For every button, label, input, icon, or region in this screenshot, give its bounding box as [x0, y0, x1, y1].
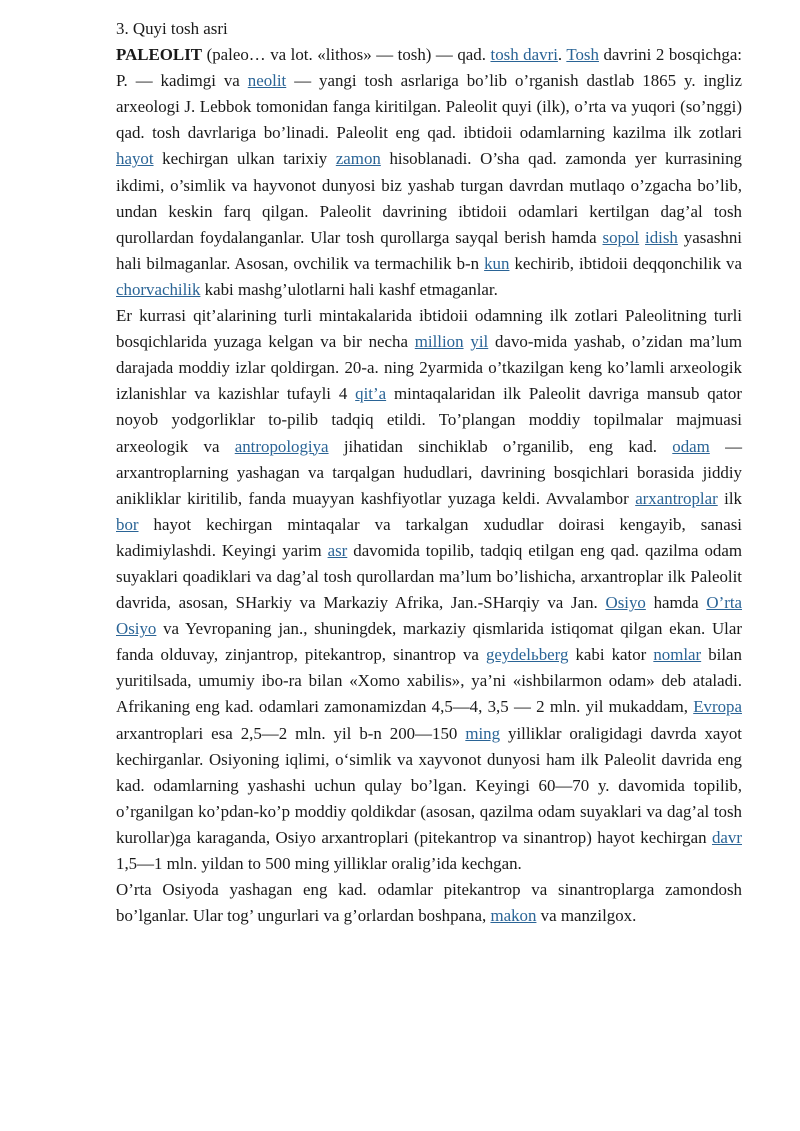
- hyperlink-makon[interactable]: makon: [490, 906, 537, 926]
- text-run: bilan yuritilsada, umumiy ibo-ra bilan «Xomo xabilis», ya’ni «ishbilarmon odam» deb ataladi. Afrikaning eng kad. odamlari zamonamizdan 4,5—4, 3,5 — 2 mln. yil mukaddam,: [116, 645, 742, 717]
- hyperlink-evropa[interactable]: Evropa: [693, 697, 742, 717]
- text-run: va manzilgox.: [536, 906, 637, 926]
- document-page: [116, 16, 742, 929]
- hyperlink-davr[interactable]: davr: [711, 827, 742, 847]
- paragraph-3: [116, 877, 742, 929]
- text-run: — yangi tosh asrlariga bo’lib o’rganish dastlab 1865 y. ingliz arxeologi J. Lebbok tomonidan fanga kiritilgan. Paleolit quyi (ilk), o’rta va yuqori (so’nggi) qad. tosh davrlariga bo’linadi. Paleolit eng qad. ibtidoii odamlarning kazilma ilk zotlari: [116, 71, 742, 143]
- text-run: (paleo… va lot. «lithos» — tosh) — qad.: [202, 45, 491, 65]
- hyperlink-odam[interactable]: odam: [672, 436, 710, 456]
- text-run: .: [557, 45, 567, 65]
- hyperlink-chorvachilik[interactable]: chorvachilik: [116, 279, 201, 299]
- section-heading: 3. Quyi tosh asri: [116, 19, 228, 38]
- hyperlink-qit-a[interactable]: qit’a: [355, 384, 387, 404]
- text-run: hisoblanadi. O’sha qad. zamonda yer kurrasining ikdimi, o’simlik va hayvonot dunyosi biz yashab turgan davrdan mutlaqo o’zgacha bo’lib, undan keskin farq qilgan. Paleolit davrining ibtidoii odamlari kertilgan dag’al tosh qurollardan foydalanganlar. Ular tosh qurollarga sayqal berish hamda: [116, 149, 742, 247]
- text-run: ilk: [717, 488, 742, 508]
- text-run: hamda: [645, 593, 707, 613]
- text-run: kabi mashg’ulotlarni hali kashf etmaganlar.: [200, 279, 498, 299]
- hyperlink-zamon[interactable]: zamon: [335, 149, 381, 169]
- text-run: hayot kechirgan mintaqalar va tarkalgan xududlar doirasi kengayib, sanasi kadimiylashdi. Keyingi yarim: [116, 514, 742, 560]
- text-run: kabi kator: [568, 645, 654, 665]
- hyperlink-sopol[interactable]: sopol: [602, 227, 640, 247]
- hyperlink-tosh[interactable]: Tosh: [566, 45, 599, 65]
- text-run: Er kurrasi qit’alarining turli mintakalarida ibtidoii odamning ilk zotlari Paleolitning turli bosqichlarida yuzaga kelgan va bir necha: [116, 306, 742, 352]
- text-run: kechirib, ibtidoii deqqonchilik va: [509, 253, 742, 273]
- hyperlink-arxantroplar[interactable]: arxantroplar: [635, 488, 718, 508]
- text-run: 1,5—1 mln. yildan to 500 ming yilliklar oralig’ida kechgan.: [116, 854, 522, 873]
- hyperlink-antropologiya[interactable]: antropologiya: [234, 436, 329, 456]
- hyperlink-nomlar[interactable]: nomlar: [653, 645, 702, 665]
- text-run: va Yevropaning jan., shuningdek, markaziy qismlarida istiqomat qilgan ekan. Ular fanda olduvay, zinjantrop, pitekantrop, sinantrop va: [116, 619, 742, 665]
- text-run: arxantroplari esa 2,5—2 mln. yil b-n 200—150: [116, 723, 466, 743]
- text-run: O’rta Osiyoda yashagan eng kad. odamlar pitekantrop va sinantroplarga zamondosh bo’lganlar. Ular tog’ ungurlari va g’orlardan boshpana,: [116, 880, 742, 926]
- hyperlink-neolit[interactable]: neolit: [247, 71, 287, 91]
- hyperlink-kun[interactable]: kun: [484, 253, 510, 273]
- document-body: [116, 42, 742, 929]
- hyperlink-idish[interactable]: idish: [645, 227, 678, 247]
- text-run: mintaqalaridan ilk Paleolit davriga mansub qator noyob yodgorliklar to-pilib tadqiq etildi. To’plangan moddiy topilmalar majmuasi arxeologik va: [116, 384, 742, 456]
- hyperlink-tosh-davri[interactable]: tosh davri: [490, 45, 558, 65]
- hyperlink-bor[interactable]: bor: [116, 514, 139, 534]
- bold-term: PALEOLIT: [116, 45, 203, 65]
- hyperlink-ming[interactable]: ming: [465, 723, 501, 743]
- hyperlink-geydel-berg[interactable]: geydelьberg: [485, 645, 569, 665]
- paragraph-2: [116, 303, 742, 877]
- hyperlink-yil[interactable]: yil: [470, 332, 489, 352]
- hyperlink-osiyo[interactable]: Osiyo: [605, 593, 646, 613]
- text-run: davrini 2 bosqichga: P. — kadimgi va: [116, 45, 743, 91]
- text-run: davo-mida yashab, o’zidan ma’lum darajada moddiy izlar qoldirgan. 20-a. ning 2yarmida o’tkazilgan keng ko’lamli arxeologik izlanishlar va kazishlar tufayli 4: [116, 332, 742, 404]
- text-run: yilliklar oraligidagi davrda xayot kechirganlar. Osiyoning iqlimi, o‘simlik va xayvonot dunyosi ham ilk Paleolit davrida eng kad. odamlarning yashashi uchun qulay bo’lgan. Keyingi 60—70 y. davomida topilib, o’rganilgan ko’pdan-ko’p moddiy qoldikdar (asosan, qazilma odam suyaklari va dag’al tosh kurollar)ga karaganda, Osiyo arxantroplari (pitekantrop va sinantrop) hayot kechirgan: [116, 723, 742, 847]
- hyperlink-hayot[interactable]: hayot: [116, 149, 154, 169]
- hyperlink-o-rta-osiyo[interactable]: O’rta Osiyo: [116, 593, 743, 639]
- text-run: davomida topilib, tadqiq etilgan eng qad. qazilma odam suyaklari qoadiklari va dag’al tosh qurollardan ma’lum bo’lishicha, arxantroplar ilk Paleolit davrida, asosan, SHarkiy va Markaziy Afrika, Jan.-SHarqiy va Jan.: [116, 540, 742, 613]
- text-run: jihatidan sinchiklab o’rganilib, eng kad.: [328, 436, 673, 456]
- text-run: kechirgan ulkan tarixiy: [153, 149, 336, 169]
- hyperlink-asr[interactable]: asr: [327, 540, 348, 560]
- hyperlink-million[interactable]: million: [414, 332, 464, 352]
- text-run: — arxantroplarning yashagan va tarqalgan hududlari, davrining bosqichlari borasida jiddiy anikliklar kiritilib, fanda muayyan kashfiyotlar yuzaga keldi. Avvalambor: [116, 436, 742, 508]
- paragraph-1: [116, 42, 742, 303]
- text-run: yasashni hali bilmaganlar. Asosan, ovchilik va termachilik b-n: [116, 227, 742, 273]
